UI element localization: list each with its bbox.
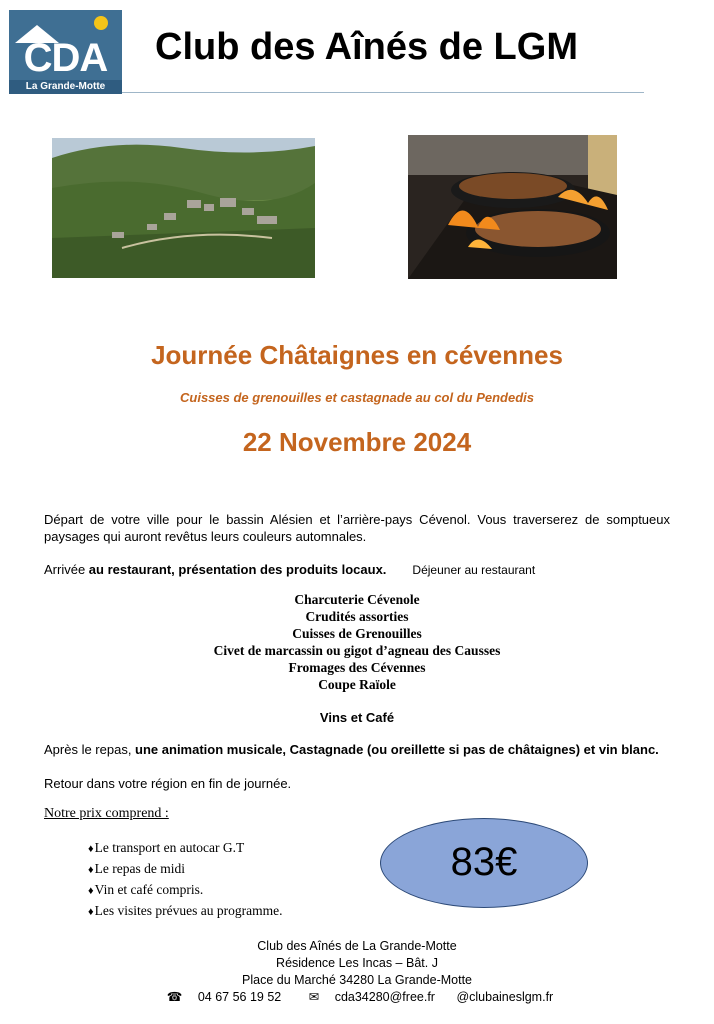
envelope-icon: ✉ <box>308 990 320 1004</box>
price-value: 83€ <box>450 840 518 884</box>
arrival-bold: au restaurant, présentation des produits locaux. <box>88 562 387 577</box>
phone-icon: ☎ <box>166 990 183 1004</box>
footer <box>0 938 714 1006</box>
footer-club-name: Club des Aînés de La Grande-Motte <box>257 939 457 953</box>
diamond-bullet-icon: ♦ <box>88 885 94 897</box>
menu-item: Crudités assorties <box>305 609 409 624</box>
diamond-bullet-icon: ♦ <box>88 843 94 855</box>
after-meal-prefix: Après le repas, <box>44 742 136 757</box>
list-item: ♦Les visites prévues au programme. <box>88 903 283 918</box>
diamond-bullet-icon: ♦ <box>88 864 94 876</box>
footer-contact <box>0 989 714 1006</box>
footer-handle[interactable]: @clubaineslgm.fr <box>456 990 554 1004</box>
footer-residence: Résidence Les Incas – Bât. J <box>276 956 438 970</box>
sun-icon <box>94 16 108 30</box>
intro-paragraph: Départ de votre ville pour le bassin Alésien et l’arrière-pays Cévenol. Vous traverserez de somptueux paysages qui auront revêtus leurs couleurs automnales. <box>44 512 670 544</box>
event-date: 22 Novembre 2024 <box>242 427 472 457</box>
logo-text: CDA <box>23 36 108 80</box>
included-list <box>88 838 282 922</box>
list-item: ♦Le transport en autocar G.T <box>88 840 245 855</box>
return-paragraph: Retour dans votre région en fin de journée. <box>44 776 292 791</box>
menu-list <box>0 591 714 693</box>
event-subtitle: Cuisses de grenouilles et castagnade au col du Pendedis <box>180 390 534 405</box>
menu-item: Fromages des Cévennes <box>288 660 426 675</box>
logo-subtitle: La Grande-Motte <box>9 80 122 94</box>
diamond-bullet-icon: ♦ <box>88 906 94 918</box>
after-meal-paragraph <box>44 741 659 758</box>
club-logo <box>9 10 122 94</box>
menu-item: Charcuterie Cévenole <box>294 592 420 607</box>
price-heading: Notre prix comprend : <box>44 806 169 821</box>
after-meal-bold: une animation musicale, Castagnade (ou oreillette si pas de châtaignes) et vin blanc. <box>135 742 659 757</box>
menu-item: Cuisses de Grenouilles <box>292 626 422 641</box>
event-title: Journée Châtaignes en cévennes <box>151 340 563 370</box>
header-divider <box>122 92 644 93</box>
footer-address: Place du Marché 34280 La Grande-Motte <box>242 973 472 987</box>
menu-item: Civet de marcassin ou gigot d’agneau des Causses <box>213 643 501 658</box>
list-item: ♦Le repas de midi <box>88 861 185 876</box>
roasting-chestnuts-photo <box>408 135 617 279</box>
footer-phone: 04 67 56 19 52 <box>197 990 282 1004</box>
village-photo <box>52 138 315 278</box>
club-title: Club des Aînés de LGM <box>155 26 578 68</box>
arrival-prefix: Arrivée <box>44 562 89 577</box>
drinks-line: Vins et Café <box>319 710 395 725</box>
footer-email[interactable]: cda34280@free.fr <box>334 990 435 1004</box>
arrival-paragraph <box>44 561 535 579</box>
list-item: ♦Vin et café compris. <box>88 882 204 897</box>
menu-item: Coupe Raïole <box>318 677 396 692</box>
lunch-note: Déjeuner au restaurant <box>412 563 536 577</box>
